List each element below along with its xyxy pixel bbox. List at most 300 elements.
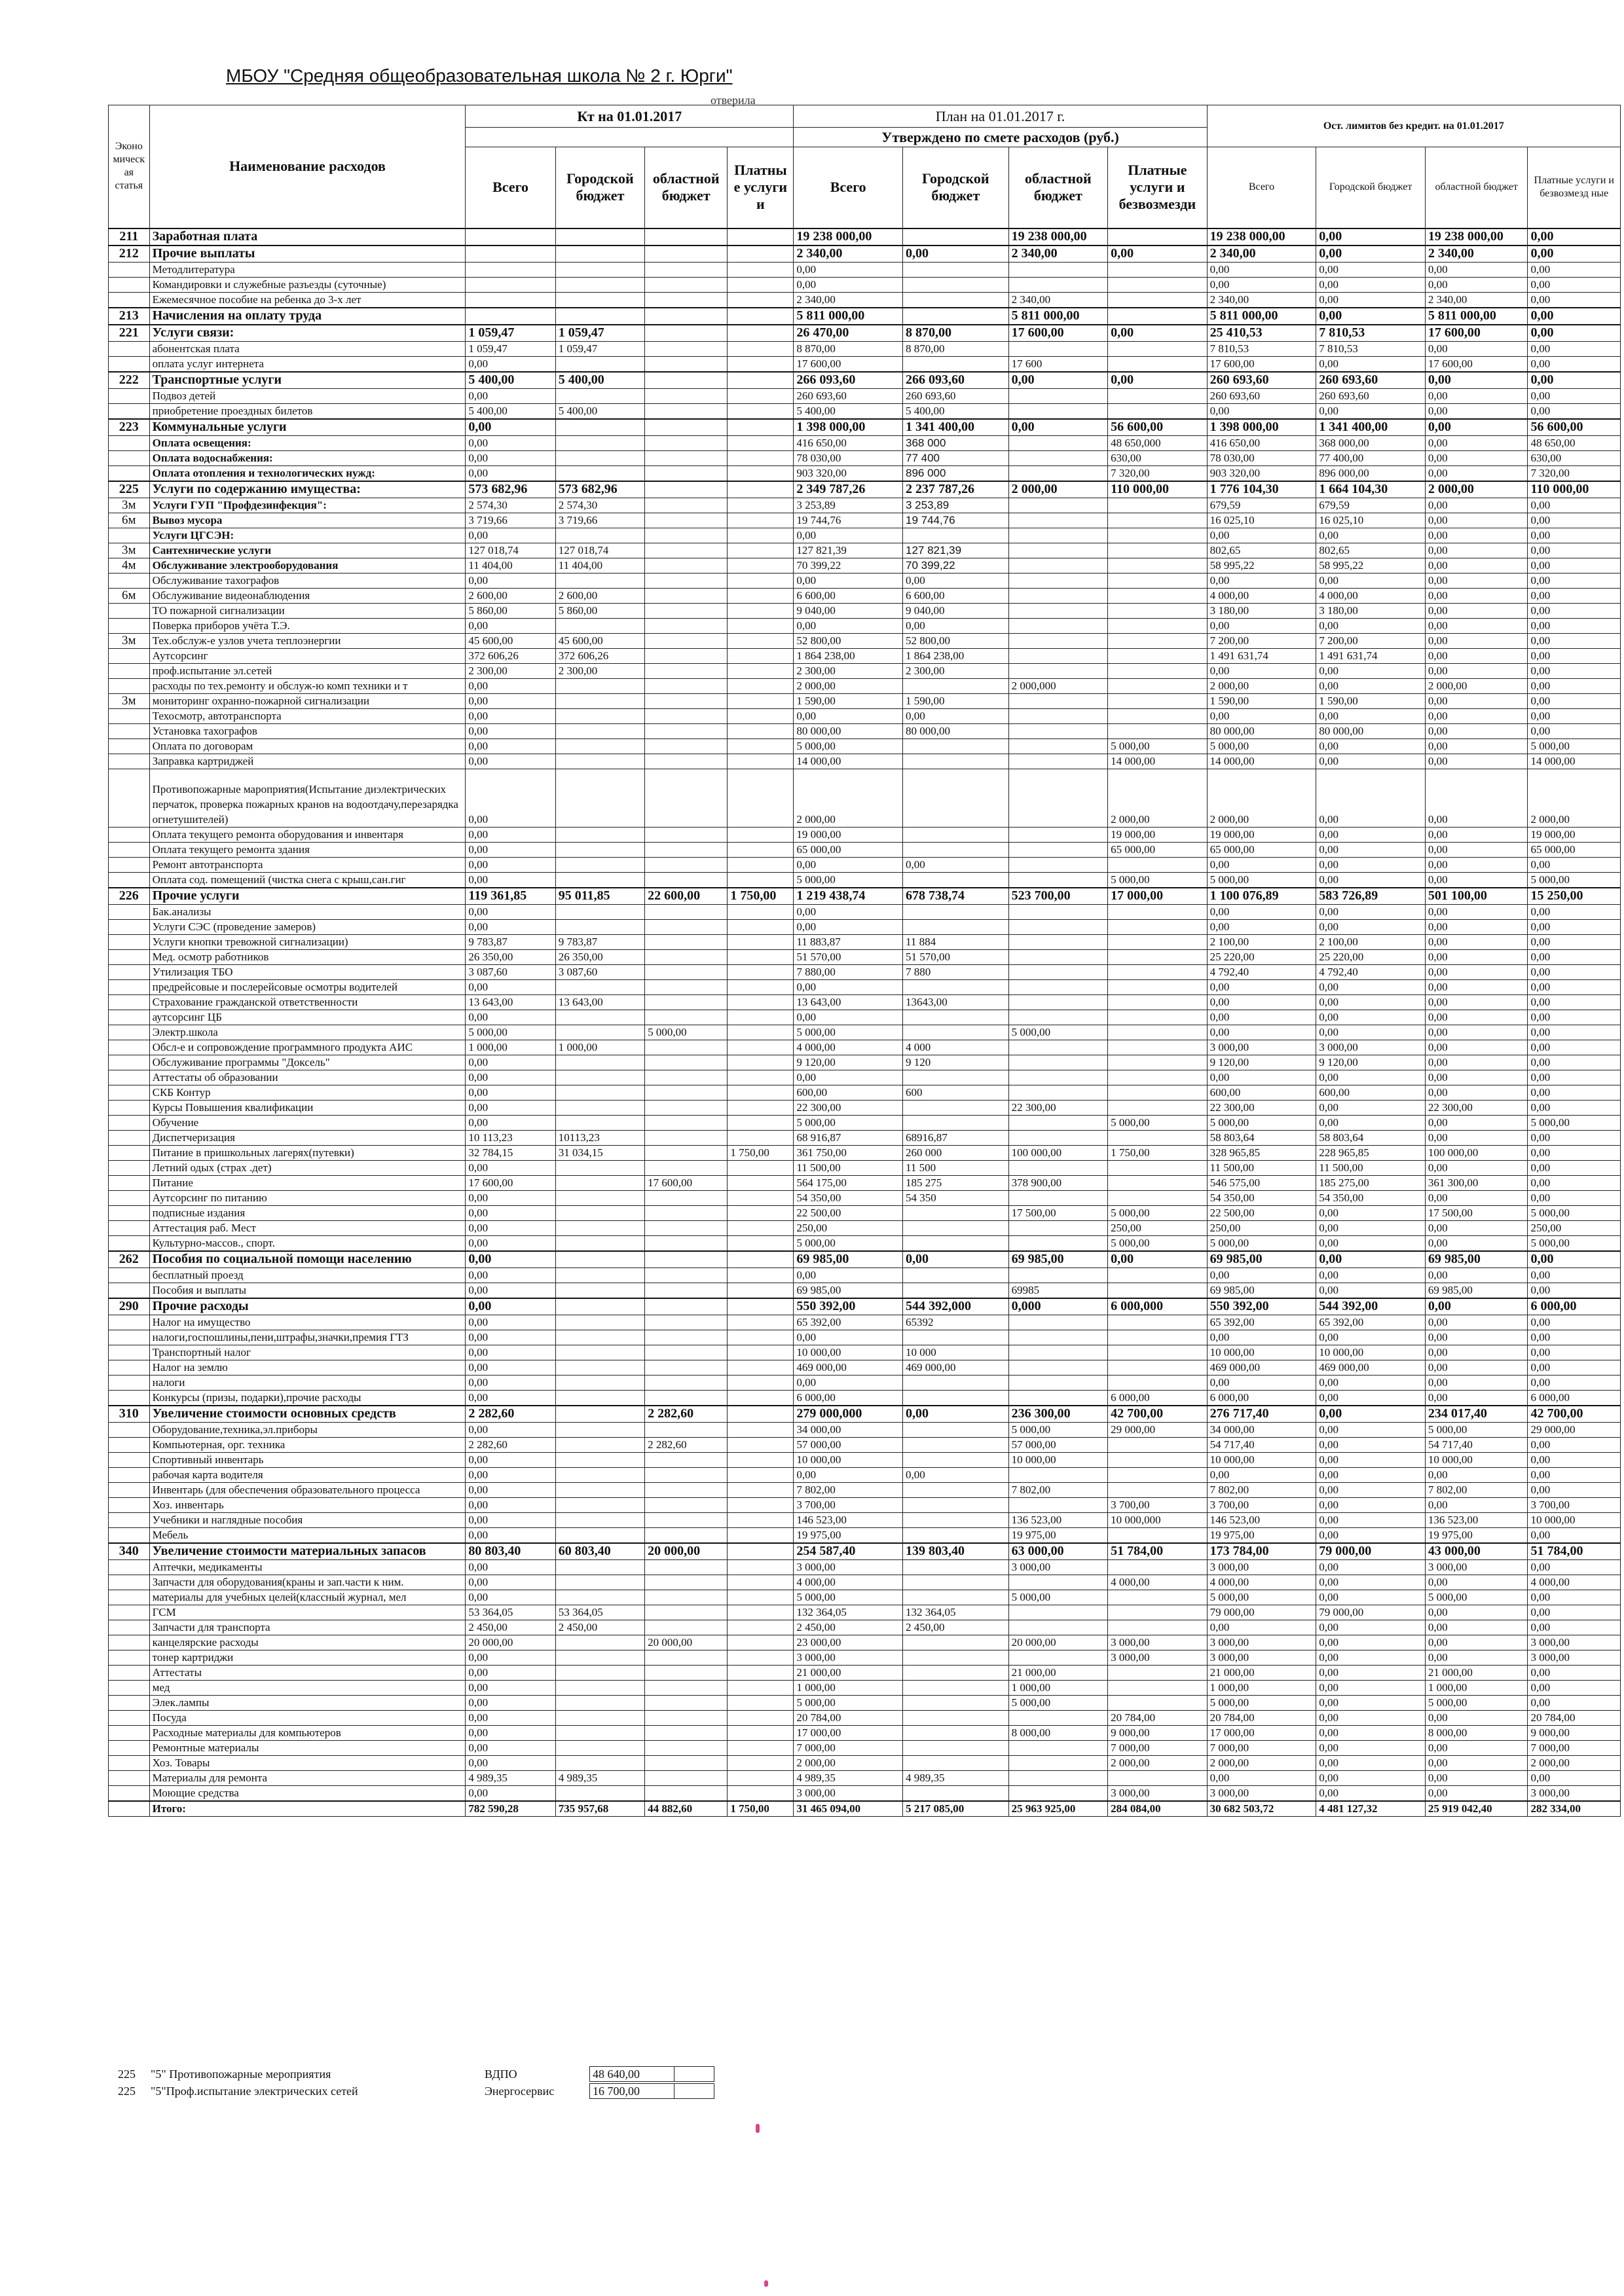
expense-code [109,1801,150,1817]
amount-cell: 29 000,00 [1108,1422,1208,1437]
amount-cell: 0,00 [1108,372,1208,389]
amount-cell [1108,543,1208,558]
expense-name: Заработная плата [149,228,466,246]
amount-cell: 896 000 [903,465,1009,481]
amount-cell: 0,00 [1207,1070,1316,1085]
table-row [109,1422,1621,1437]
amount-cell [728,277,794,292]
table-row [109,1770,1621,1785]
amount-cell [555,1055,644,1070]
amount-cell: 0,00 [1528,1085,1621,1100]
amount-cell: 2 282,60 [466,1406,555,1423]
amount-cell [903,1437,1009,1452]
expense-code [109,1740,150,1755]
amount-cell: 16 025,10 [1207,513,1316,528]
expense-name: налоги,госпошлины,пени,штрафы,значки,премия ГТЗ [149,1330,466,1345]
amount-cell: 0,00 [794,1375,903,1390]
amount-cell [1008,1235,1108,1251]
amount-cell: 0,00 [1207,262,1316,277]
amount-cell [1008,723,1108,738]
amount-cell: 0,00 [1528,558,1621,573]
amount-cell [1008,513,1108,528]
amount-cell: 69985 [1008,1283,1108,1298]
amount-cell: 19 238 000,00 [794,228,903,246]
amount-cell: 5 000,00 [1528,1205,1621,1220]
amount-cell: 54 717,40 [1207,1437,1316,1452]
amount-cell: 69 985,00 [1425,1283,1528,1298]
amount-cell: 0,00 [1316,1755,1426,1770]
table-row [109,1605,1621,1620]
amount-cell [728,1040,794,1055]
amount-cell [645,904,728,919]
amount-cell: 0,00 [1528,919,1621,934]
amount-cell: 282 334,00 [1528,1801,1621,1817]
amount-cell: 5 000,00 [794,1235,903,1251]
amount-cell: 4 000,00 [1207,588,1316,603]
amount-cell: 0,00 [1316,262,1426,277]
amount-cell [1108,558,1208,573]
amount-cell: 0,00 [1528,648,1621,663]
amount-cell: 0,00 [1528,1040,1621,1055]
amount-cell: 1 864 238,00 [794,648,903,663]
amount-cell: 11 404,00 [466,558,555,573]
amount-cell [1108,708,1208,723]
amount-cell [728,1345,794,1360]
amount-cell [555,1205,644,1220]
amount-cell: 5 000,00 [1207,1590,1316,1605]
amount-cell: 523 700,00 [1008,888,1108,905]
expense-code: 3м [109,498,150,513]
amount-cell: 378 900,00 [1008,1175,1108,1190]
amount-cell: 2 340,00 [1207,292,1316,308]
amount-cell [645,1650,728,1665]
table-row [109,857,1621,872]
expense-code [109,1115,150,1130]
amount-cell [1108,513,1208,528]
amount-cell: 0,00 [1425,1390,1528,1406]
amount-cell: 63 000,00 [1008,1543,1108,1560]
amount-cell [728,1543,794,1560]
amount-cell: 19 744,76 [903,513,1009,528]
amount-cell: 5 000,00 [1528,1115,1621,1130]
expense-name: канцелярские расходы [149,1635,466,1650]
table-row [109,1115,1621,1130]
amount-cell [1008,872,1108,888]
amount-cell: 0,00 [466,1220,555,1235]
amount-cell [728,964,794,979]
amount-cell [645,1085,728,1100]
amount-cell: 0,00 [1316,1497,1426,1512]
expense-name: Аттестаты [149,1665,466,1680]
amount-cell: 65 000,00 [1528,842,1621,857]
amount-cell [1108,498,1208,513]
amount-cell [555,1220,644,1235]
amount-cell [645,1665,728,1680]
amount-cell: 10 000,00 [1207,1345,1316,1360]
expense-code [109,964,150,979]
expense-code [109,277,150,292]
amount-cell: 0,00 [1316,1527,1426,1543]
table-row [109,1452,1621,1467]
expense-code [109,1390,150,1406]
amount-cell: 20 784,00 [1528,1710,1621,1725]
amount-cell: 7 810,53 [1207,341,1316,356]
amount-cell: 19 000,00 [1528,827,1621,842]
amount-cell: 9 120,00 [794,1055,903,1070]
table-row [109,528,1621,543]
amount-cell: 544 392,000 [903,1298,1009,1315]
amount-cell: 80 000,00 [903,723,1009,738]
amount-cell [555,1115,644,1130]
amount-cell: 7 802,00 [794,1482,903,1497]
table-body [109,228,1621,1817]
amount-cell: 0,00 [1425,1040,1528,1055]
amount-cell: 0,00 [1425,1115,1528,1130]
amount-cell: 0,00 [1528,708,1621,723]
amount-cell [645,1315,728,1330]
expense-name: Аттестация раб. Мест [149,1220,466,1235]
expense-name: Мед. осмотр работников [149,949,466,964]
amount-cell: 2 282,60 [466,1437,555,1452]
expense-name: Коммунальные услуги [149,419,466,436]
expense-code [109,1175,150,1190]
amount-cell: 0,00 [1316,1590,1426,1605]
amount-cell [555,842,644,857]
amount-cell: 0,00 [1425,618,1528,633]
expense-code [109,994,150,1010]
amount-cell: 5 000,00 [1207,1235,1316,1251]
amount-cell: 0,00 [1425,1025,1528,1040]
amount-cell [903,827,1009,842]
amount-cell [555,1527,644,1543]
amount-cell: 20 000,00 [645,1635,728,1650]
amount-cell: 21 000,00 [1008,1665,1108,1680]
section-row [109,372,1621,389]
amount-cell: 69 985,00 [1207,1283,1316,1298]
expense-code [109,842,150,857]
amount-cell: 0,00 [1528,603,1621,618]
amount-cell: 25 220,00 [1207,949,1316,964]
amount-cell [555,1635,644,1650]
expense-name: Заправка картриджей [149,754,466,769]
amount-cell [555,465,644,481]
amount-cell [1108,1330,1208,1345]
amount-cell [728,934,794,949]
amount-cell: 19 000,00 [1207,827,1316,842]
amount-cell: 9 783,87 [466,934,555,949]
amount-cell: 14 000,00 [794,754,903,769]
amount-cell: 5 000,00 [794,1025,903,1040]
amount-cell [1108,1267,1208,1283]
amount-cell [1008,618,1108,633]
amount-cell [728,1452,794,1467]
amount-cell: 0,00 [466,1160,555,1175]
amount-cell [645,1695,728,1710]
amount-cell: 7 802,00 [1008,1482,1108,1497]
amount-cell [1108,949,1208,964]
expense-name: Диспетчеризация [149,1130,466,1145]
amount-cell: 0,00 [1528,693,1621,708]
amount-cell [555,1175,644,1190]
amount-cell [555,419,644,436]
amount-cell [555,308,644,325]
table-row [109,513,1621,528]
amount-cell [1108,904,1208,919]
expense-name: Подвоз детей [149,388,466,403]
table-row [109,1025,1621,1040]
amount-cell: 8 870,00 [903,341,1009,356]
amount-cell [728,1315,794,1330]
amount-cell: 0,00 [1528,1251,1621,1268]
amount-cell: 0,00 [1528,228,1621,246]
amount-cell [1008,603,1108,618]
amount-cell: 2 237 787,26 [903,481,1009,498]
section-row [109,228,1621,246]
header-ost-col: Всего [1207,147,1316,228]
amount-cell [1008,769,1108,827]
table-row [109,450,1621,465]
table-row [109,1205,1621,1220]
amount-cell [645,1298,728,1315]
expense-name: Культурно-массов., спорт. [149,1235,466,1251]
table-row [109,1680,1621,1695]
amount-cell [645,1360,728,1375]
amount-cell [645,1497,728,1512]
amount-cell [728,262,794,277]
amount-cell: 0,00 [1316,228,1426,246]
amount-cell: 0,00 [1425,1650,1528,1665]
expense-code: 225 [109,481,150,498]
amount-cell [645,842,728,857]
amount-cell [555,1559,644,1575]
amount-cell: 3 000,00 [1108,1650,1208,1665]
expense-code [109,356,150,372]
amount-cell: 1 590,00 [903,693,1009,708]
amount-cell [1008,1055,1108,1070]
amount-cell [728,1298,794,1315]
amount-cell: 5 400,00 [466,372,555,389]
amount-cell [645,1559,728,1575]
amount-cell: 266 093,60 [794,372,903,389]
amount-cell [466,246,555,263]
amount-cell: 228 965,85 [1316,1145,1426,1160]
amount-cell [555,738,644,754]
amount-cell: 0,00 [1425,1267,1528,1283]
header-plan-col: Платные услуги и безвозмезди [1108,147,1208,228]
amount-cell [1108,934,1208,949]
amount-cell: 0,00 [466,1375,555,1390]
amount-cell [466,292,555,308]
amount-cell [645,1605,728,1620]
expense-name: ТО пожарной сигнализации [149,603,466,618]
expense-name: Услуги связи: [149,325,466,342]
expense-code [109,708,150,723]
amount-cell [728,1085,794,1100]
amount-cell [728,1360,794,1375]
amount-cell: 3 000,00 [1528,1650,1621,1665]
amount-cell: 7 810,53 [1316,325,1426,342]
amount-cell: 4 989,35 [903,1770,1009,1785]
amount-cell: 0,00 [903,246,1009,263]
expense-name: Пособия по социальной помощи населению [149,1251,466,1268]
table-row [109,1160,1621,1175]
amount-cell [555,1298,644,1315]
amount-cell: 266 093,60 [903,372,1009,389]
table-row [109,1620,1621,1635]
expense-name: мед [149,1680,466,1695]
expense-code [109,262,150,277]
amount-cell: 4 000 [903,1040,1009,1055]
expense-code [109,1100,150,1115]
header-code: Эконо мичеcк ая статья [109,105,150,228]
amount-cell [555,1422,644,1437]
amount-cell: 0,00 [1207,1025,1316,1040]
footer-row [118,2083,714,2100]
amount-cell: 0,00 [466,1422,555,1437]
table-row [109,1635,1621,1650]
table-row [109,949,1621,964]
amount-cell [645,1145,728,1160]
amount-cell [555,1345,644,1360]
expense-name: Обсл-е и сопровождение программного продукта АИС [149,1040,466,1055]
expense-code [109,904,150,919]
amount-cell: 77 400 [903,450,1009,465]
amount-cell: 0,00 [1425,738,1528,754]
header-group-ost: Ост. лимитов без кредит. на 01.01.2017 [1207,105,1620,147]
amount-cell: 0,00 [794,1070,903,1085]
amount-cell: 21 000,00 [1425,1665,1528,1680]
expense-name: Обучение [149,1115,466,1130]
amount-cell: 0,00 [1425,633,1528,648]
amount-cell: 1 000,00 [555,1040,644,1055]
amount-cell: 19 000,00 [794,827,903,842]
amount-cell: 54 717,40 [1425,1437,1528,1452]
amount-cell [1108,588,1208,603]
expense-code [109,292,150,308]
amount-cell: 3 087,60 [555,964,644,979]
amount-cell [1108,663,1208,678]
amount-cell [645,1115,728,1130]
amount-cell [903,754,1009,769]
amount-cell: 260 693,60 [903,388,1009,403]
amount-cell [728,1070,794,1085]
amount-cell [1108,1695,1208,1710]
footer-org: Энергосервис [485,2084,555,2098]
amount-cell: 0,00 [1425,341,1528,356]
expense-code [109,1040,150,1055]
amount-cell: 0,00 [794,528,903,543]
expense-code: 6м [109,513,150,528]
table-row [109,1267,1621,1283]
amount-cell: 0,00 [466,872,555,888]
amount-cell [1108,1040,1208,1055]
amount-cell: 0,00 [1528,949,1621,964]
amount-cell: 0,00 [1108,1251,1208,1268]
amount-cell [1108,1467,1208,1482]
amount-cell [645,964,728,979]
amount-cell: 260 693,60 [794,388,903,403]
amount-cell: 0,00 [1425,904,1528,919]
amount-cell [903,277,1009,292]
amount-cell [645,498,728,513]
expense-name: Начисления на оплату труда [149,308,466,325]
expense-code [109,769,150,827]
amount-cell: 1 398 000,00 [1207,419,1316,436]
amount-cell: 26 470,00 [794,325,903,342]
expense-name: Прочие выплаты [149,246,466,263]
amount-cell: 5 811 000,00 [1008,308,1108,325]
amount-cell [645,857,728,872]
amount-cell [903,1070,1009,1085]
amount-cell [1008,435,1108,450]
amount-cell: 3 000,00 [1316,1040,1426,1055]
amount-cell [645,1590,728,1605]
amount-cell: 0,00 [1528,372,1621,389]
expense-name: Посуда [149,1710,466,1725]
amount-cell: 3 700,00 [794,1497,903,1512]
amount-cell [645,934,728,949]
amount-cell: 7 880,00 [794,964,903,979]
expense-code: 221 [109,325,150,342]
amount-cell [1108,1375,1208,1390]
table-row [109,1527,1621,1543]
amount-cell [728,1590,794,1605]
amount-cell: 173 784,00 [1207,1543,1316,1560]
amount-cell [1008,450,1108,465]
amount-cell: 3 000,00 [1207,1635,1316,1650]
amount-cell: 0,00 [1316,1635,1426,1650]
amount-cell: 17 000,00 [794,1725,903,1740]
amount-cell [728,904,794,919]
amount-cell: 501 100,00 [1425,888,1528,905]
amount-cell [728,356,794,372]
header-name: Наименование расходов [149,105,466,228]
amount-cell: 31 465 094,00 [794,1801,903,1817]
amount-cell [1108,964,1208,979]
amount-cell: 2 450,00 [466,1620,555,1635]
amount-cell: 0,00 [1316,1725,1426,1740]
amount-cell [645,1010,728,1025]
amount-cell [728,1055,794,1070]
amount-cell: 260 693,60 [1316,388,1426,403]
amount-cell: 0,00 [1425,1605,1528,1620]
amount-cell: 5 000,00 [645,1025,728,1040]
amount-cell: 573 682,96 [466,481,555,498]
amount-cell [555,1680,644,1695]
amount-cell [555,769,644,827]
expense-code: 222 [109,372,150,389]
amount-cell: 17 600,00 [1425,356,1528,372]
amount-cell [645,949,728,964]
amount-cell: 5 811 000,00 [794,308,903,325]
table-row [109,262,1621,277]
amount-cell: 2 349 787,26 [794,481,903,498]
footer-code: 225 [118,2067,136,2081]
amount-cell: 0,00 [1528,1437,1621,1452]
expense-code [109,1145,150,1160]
amount-cell: 0,00 [1528,979,1621,994]
amount-cell: 19 975,00 [794,1527,903,1543]
amount-cell: 0,00 [466,1650,555,1665]
amount-cell: 0,00 [794,1267,903,1283]
amount-cell: 0,00 [1528,1770,1621,1785]
amount-cell [555,450,644,465]
amount-cell: 0,00 [903,618,1009,633]
amount-cell: 0,00 [466,919,555,934]
amount-cell [728,979,794,994]
amount-cell: 0,00 [1316,1740,1426,1755]
amount-cell: 1 000,00 [794,1680,903,1695]
